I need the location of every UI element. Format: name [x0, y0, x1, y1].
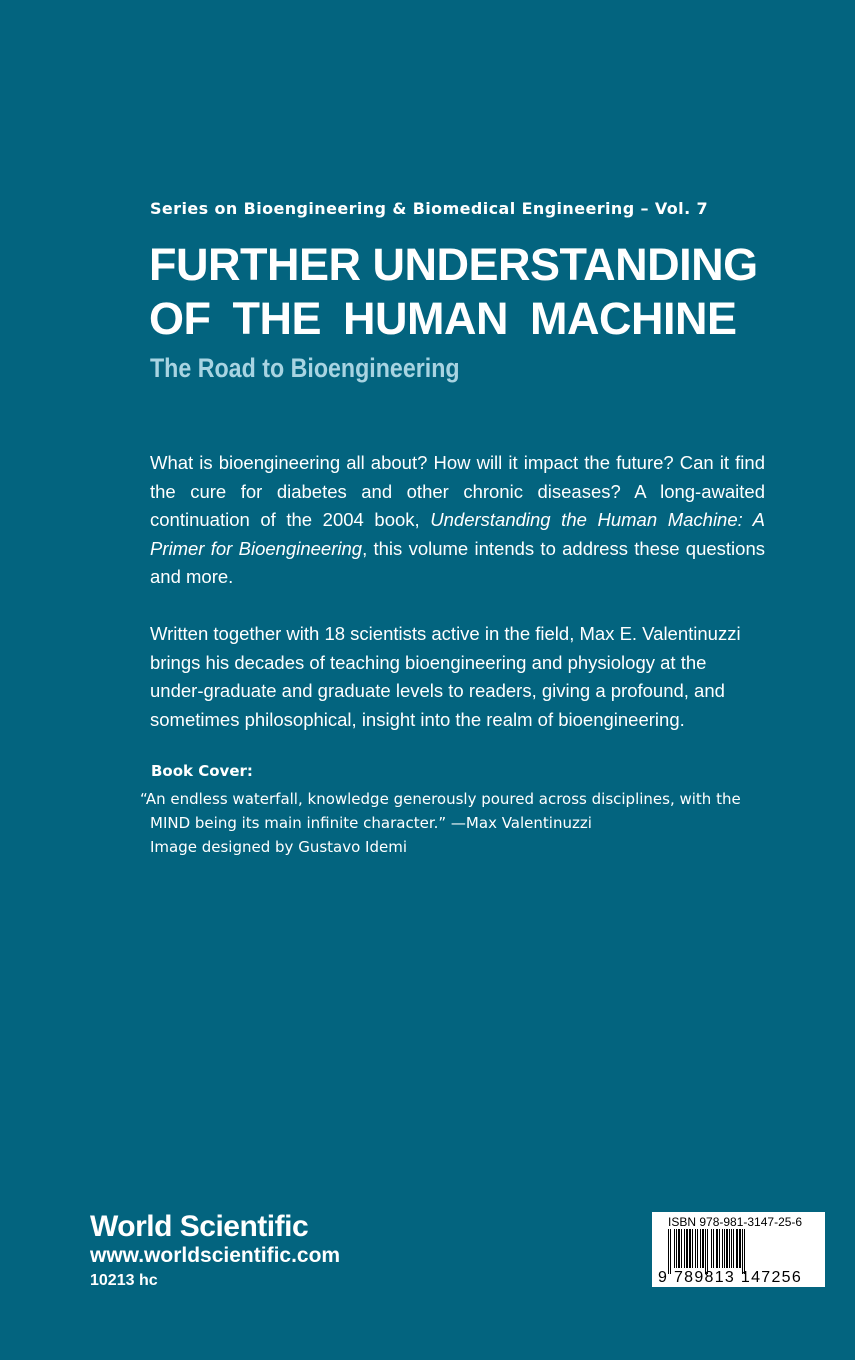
paragraph-1-text-start: What is bioengineering all about? How will it impact the future? Can it find the cure for diabetes and other chronic diseases? A long-awaited continuation of the 2004 book, [150, 452, 765, 530]
barcode-bar [674, 1229, 675, 1268]
barcode-bar [684, 1229, 685, 1268]
barcode-bar [731, 1229, 732, 1268]
barcode-bar [670, 1229, 671, 1274]
barcode-bar [726, 1229, 728, 1268]
barcode-bar [713, 1229, 714, 1268]
barcode-bar [729, 1229, 730, 1268]
barcode-bar [733, 1229, 734, 1268]
description-paragraph-2: Written together with 18 scientists active in the field, Max E. Valentinuzzi brings his decades of teaching bioengineering and physiology at the under-graduate and graduate levels to readers, giving a profound, and sometimes philosophical, insight into the realm of bioengineering. [150, 623, 741, 730]
barcode-digits: 9 789813 147256 [658, 1269, 803, 1286]
barcode-bar [678, 1229, 680, 1268]
barcode-bar [692, 1229, 693, 1268]
barcode-bar [707, 1229, 708, 1274]
barcode-bar [686, 1229, 688, 1268]
barcode-bar [742, 1229, 743, 1274]
book-title [149, 238, 789, 346]
barcode-bar [724, 1229, 725, 1268]
barcode-bar [697, 1229, 698, 1268]
title-line-1: FURTHER UNDERSTANDING [149, 239, 758, 290]
barcode-bar [702, 1229, 704, 1268]
publisher-name: World Scientific [90, 1210, 309, 1243]
title-line-2: OF THE HUMAN MACHINE [149, 293, 737, 344]
cover-quote-line-2: MIND being its main infinite character.” —Max Valentinuzzi [150, 814, 592, 832]
barcode-bar [695, 1229, 696, 1268]
paragraph-1-text-end: , this volume intends to address these questions and more. [150, 537, 765, 587]
cover-image-credit: Image designed by Gustavo Idemi [150, 838, 407, 856]
barcode-bar [739, 1229, 741, 1268]
barcode-bar [711, 1229, 712, 1268]
publisher-url: www.worldscientific.com [90, 1244, 341, 1267]
barcode-bar [700, 1229, 701, 1268]
description-paragraph-1 [150, 449, 765, 592]
barcode-bar [681, 1229, 682, 1268]
barcode-bar [722, 1229, 723, 1268]
isbn-barcode [652, 1212, 825, 1287]
product-code: 10213 hc [90, 1272, 158, 1289]
barcode-bar [716, 1229, 718, 1268]
barcode-bar [705, 1229, 706, 1274]
barcode-bar [689, 1229, 691, 1268]
barcode-bar [744, 1229, 745, 1274]
barcode-bar [736, 1229, 738, 1268]
barcode-bar [668, 1229, 669, 1274]
isbn-label: ISBN 978-981-3147-25-6 [668, 1215, 803, 1229]
series-line: Series on Bioengineering & Biomedical Engineering – Vol. 7 [150, 199, 709, 218]
barcode-bar [676, 1229, 677, 1268]
barcode-bar [719, 1229, 720, 1268]
book-cover-credit [140, 787, 768, 859]
cover-quote-line-1: “An endless waterfall, knowledge generously poured across disciplines, with the [140, 790, 741, 808]
book-subtitle: The Road to Bioengineering [150, 353, 460, 383]
paragraph-1-book-reference: Understanding the Human Machine: A Primer for Bioengineering [150, 509, 766, 559]
book-cover-heading: Book Cover: [151, 762, 253, 780]
